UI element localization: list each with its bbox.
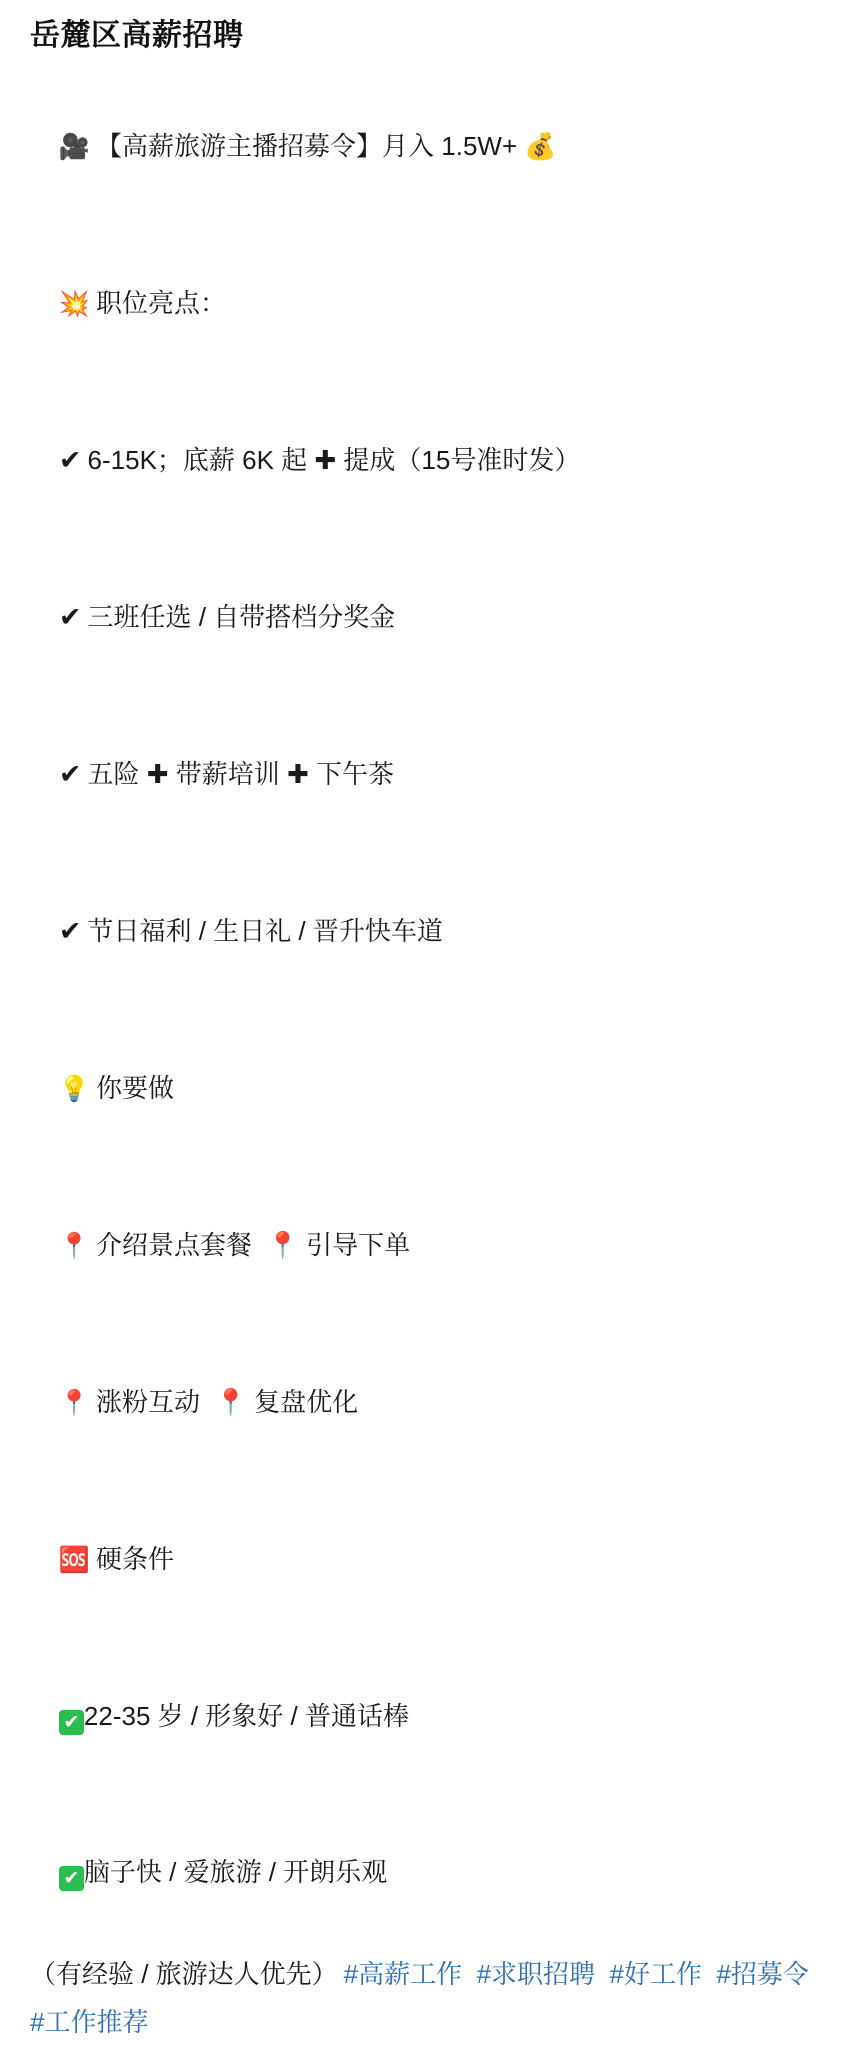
post-line-text: 你要做 xyxy=(96,1073,175,1103)
closing-paragraph xyxy=(30,1950,822,2046)
post-line xyxy=(30,853,822,1010)
hashtag-link[interactable]: #招募令 xyxy=(716,1959,809,1989)
collision-icon: 💥 xyxy=(58,289,91,318)
sos-icon: 🆘 xyxy=(58,1545,91,1574)
post-line-text: 脑子快 / 爱旅游 / 开朗乐观 xyxy=(83,1857,388,1887)
post-line-text: 节日福利 / 生日礼 / 晋升快车道 xyxy=(87,916,443,946)
check-mark-icon: ✔ xyxy=(58,602,82,633)
post-line xyxy=(30,68,822,225)
post-line-text: 五险 ✚ 带薪培训 ✚ 下午茶 xyxy=(87,759,394,789)
closing-text: （有经验 / 旅游达人优先） xyxy=(30,1959,338,1989)
post-line xyxy=(30,225,822,382)
hashtag-link[interactable]: #好工作 xyxy=(609,1959,702,1989)
check-mark-icon: ✔ xyxy=(58,759,82,790)
hashtag-link[interactable]: #工作推荐 xyxy=(30,2007,149,2037)
green-check-icon: ✔ xyxy=(59,1710,84,1735)
pushpin-icon: 📍 xyxy=(58,1388,91,1417)
post-line-text: 【高薪旅游主播招募令】月入 1.5W+ 💰 xyxy=(96,131,557,161)
post-line xyxy=(30,382,822,539)
post-line xyxy=(30,1638,822,1794)
page-title: 岳麓区高薪招聘 xyxy=(30,19,244,52)
post-line-text: 22-35 岁 / 形象好 / 普通话棒 xyxy=(83,1701,409,1731)
post-line xyxy=(30,1794,822,1950)
post-line xyxy=(30,1010,822,1167)
post-line-text: 介绍景点套餐 📍 引导下单 xyxy=(96,1230,411,1260)
hashtag-link[interactable]: #求职招聘 xyxy=(476,1959,596,1989)
post-line-text: 6-15K；底薪 6K 起 ✚ 提成（15号准时发） xyxy=(87,445,581,475)
light-bulb-icon: 💡 xyxy=(58,1074,91,1103)
post-line xyxy=(30,1167,822,1324)
post-line-text: 职位亮点： xyxy=(96,288,227,318)
post-line-text: 涨粉互动 📍 复盘优化 xyxy=(96,1387,359,1417)
pushpin-icon: 📍 xyxy=(58,1231,91,1260)
post-line xyxy=(30,539,822,696)
check-mark-icon: ✔ xyxy=(58,445,82,476)
green-check-icon: ✔ xyxy=(59,1866,84,1891)
post-line xyxy=(30,1324,822,1481)
movie-camera-icon: 🎥 xyxy=(58,132,91,161)
check-mark-icon: ✔ xyxy=(58,916,82,947)
post-line-text: 硬条件 xyxy=(96,1544,175,1574)
hashtag-link[interactable]: #高薪工作 xyxy=(343,1959,463,1989)
post-line-text: 三班任选 / 自带搭档分奖金 xyxy=(87,602,396,632)
post-line xyxy=(30,1481,822,1638)
post-line xyxy=(30,696,822,853)
